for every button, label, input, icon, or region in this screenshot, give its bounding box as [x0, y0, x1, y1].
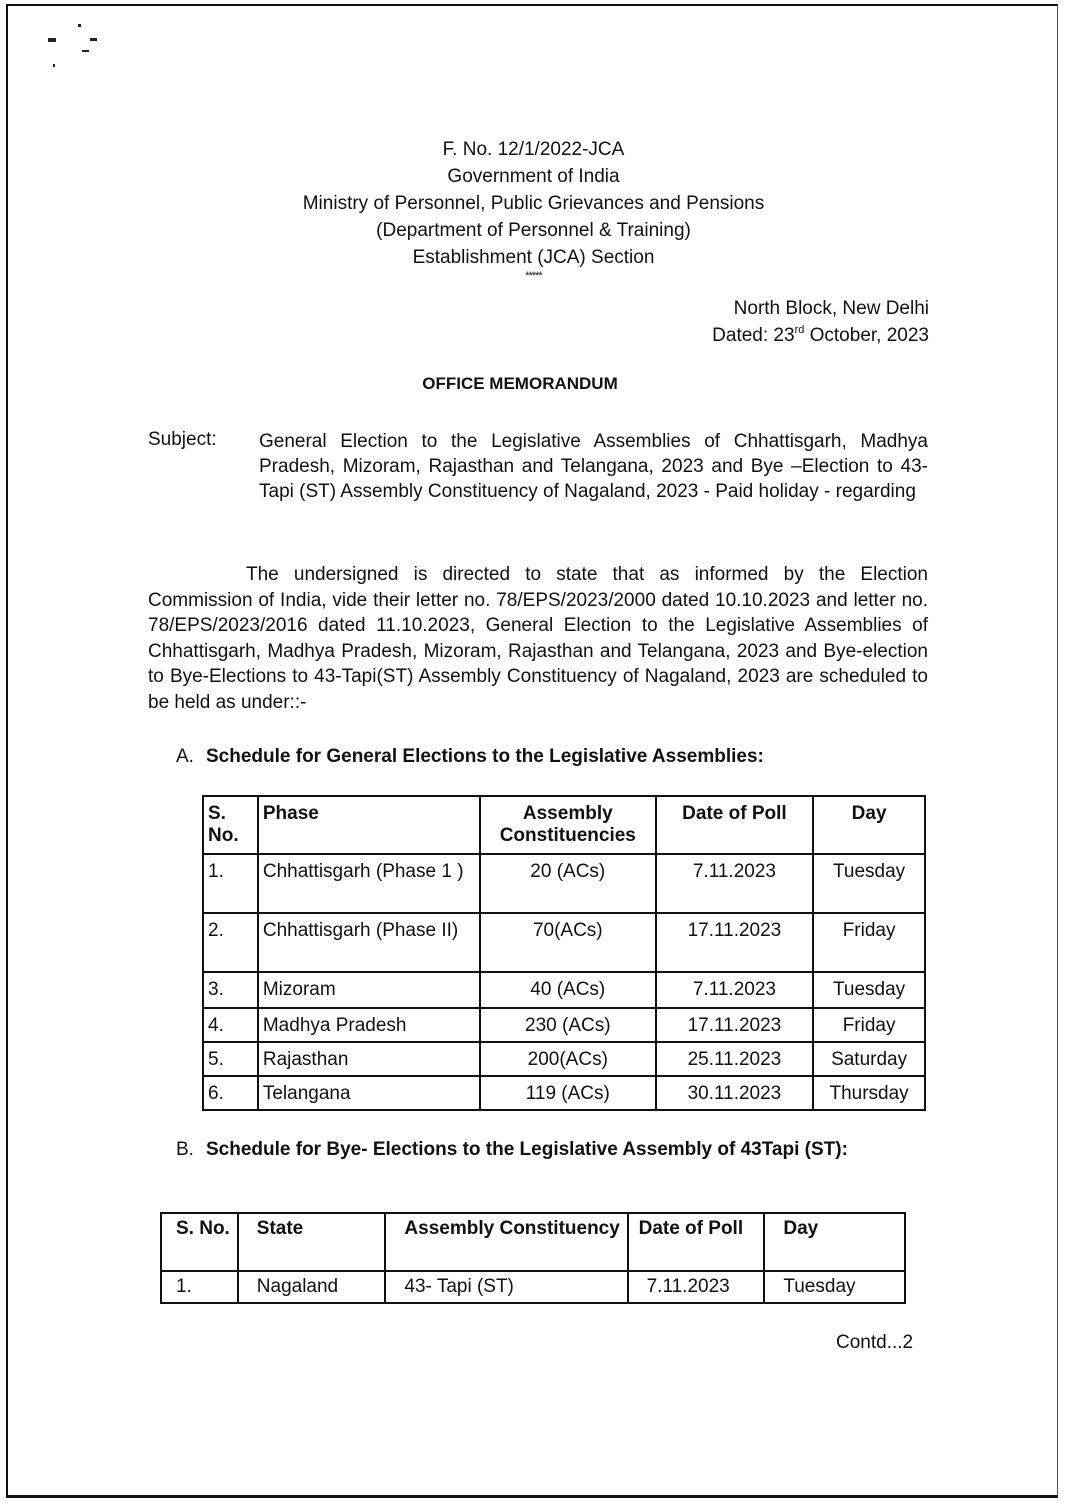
cell-sno: 6.: [203, 1076, 258, 1110]
table-header-row: [161, 1213, 905, 1271]
date-prefix: Dated: 23: [712, 325, 795, 346]
bye-election-table: [160, 1212, 906, 1304]
col-sno: S. No.: [161, 1213, 238, 1271]
cell-sno: 4.: [203, 1008, 258, 1042]
cell-date: 17.11.2023: [656, 1008, 814, 1042]
section-b-title: Schedule for Bye- Elections to the Legislative Assembly of 43Tapi (ST):: [206, 1139, 848, 1160]
cell-phase: Telangana: [258, 1076, 480, 1110]
col-day: Day: [813, 796, 925, 854]
cell-day: Friday: [813, 1008, 925, 1042]
cell-phase: Chhattisgarh (Phase II): [258, 913, 480, 972]
cell-constituencies: 119 (ACs): [480, 1076, 656, 1110]
date-ordinal: rd: [794, 324, 805, 336]
col-state: State: [238, 1213, 386, 1271]
department-line: (Department of Personnel & Training): [376, 220, 691, 241]
separator-stars: *****: [525, 270, 542, 282]
cell-sno: 3.: [203, 972, 258, 1008]
cell-day: Tuesday: [813, 972, 925, 1008]
scan-speck: [90, 38, 97, 41]
cell-phase: Mizoram: [258, 972, 480, 1008]
scan-speck: [78, 24, 81, 27]
table-row: [203, 972, 925, 1008]
table-header-row: [203, 796, 925, 854]
cell-date: 17.11.2023: [656, 913, 814, 972]
table-row: [203, 1076, 925, 1110]
col-date: Date of Poll: [656, 796, 814, 854]
date-suffix: October, 2023: [804, 325, 929, 346]
table-row: [203, 854, 925, 913]
subject-label: Subject:: [148, 429, 217, 450]
cell-date: 7.11.2023: [656, 854, 814, 913]
document-title: OFFICE MEMORANDUM: [422, 374, 618, 393]
cell-sno: 1.: [161, 1271, 238, 1303]
table-row: [203, 913, 925, 972]
subject-text: General Election to the Legislative Assemblies of Chhattisgarh, Madhya Pradesh, Mizoram, Rajasthan and Telangana, 2023 and Bye –Election to 43-Tapi (ST) Assembly Constituency of Nagaland, 2023 - Paid holiday - regarding: [259, 431, 928, 502]
general-elections-table: [202, 795, 926, 1111]
cell-phase: Chhattisgarh (Phase 1 ): [258, 854, 480, 913]
section-b-heading: [176, 1137, 896, 1163]
cell-day: Tuesday: [764, 1271, 905, 1303]
ministry-line: Ministry of Personnel, Public Grievances and Pensions: [302, 193, 765, 214]
cell-constituencies: 230 (ACs): [480, 1008, 656, 1042]
cell-constituency: 43- Tapi (ST): [385, 1271, 627, 1303]
cell-day: Thursday: [813, 1076, 925, 1110]
cell-phase: Rajasthan: [258, 1042, 480, 1076]
cell-date: 7.11.2023: [656, 972, 814, 1008]
table-row: [203, 1008, 925, 1042]
body-paragraph: The undersigned is directed to state that as informed by the Election Commission of India, vide their letter no. 78/EPS/2023/2000 dated 10.10.2023 and letter no. 78/EPS/2023/2016 dated 11.10.2023, General Election to the Legislative Assemblies of Chhattisgarh, Madhya Pradesh, Mizoram, Rajasthan and Telangana, 2023 and Bye-election to Bye-Elections to 43-Tapi(ST) Assembly Constituency of Nagaland, 2023 are scheduled to be held as under::-: [148, 564, 928, 713]
file-number: F. No. 12/1/2022-JCA: [442, 139, 625, 160]
cell-sno: 1.: [203, 854, 258, 913]
col-phase: Phase: [258, 796, 480, 854]
section-a-heading: [176, 744, 764, 770]
scan-speck: [48, 38, 56, 42]
cell-date: 30.11.2023: [656, 1076, 814, 1110]
cell-date: 25.11.2023: [656, 1042, 814, 1076]
col-constituency: Assembly Constituency: [385, 1213, 627, 1271]
date-line: [712, 322, 929, 349]
scan-speck: [53, 64, 55, 67]
cell-constituencies: 40 (ACs): [480, 972, 656, 1008]
government-line: Government of India: [447, 166, 620, 187]
scan-speck: [82, 50, 89, 52]
place-date-block: [712, 295, 929, 349]
cell-phase: Madhya Pradesh: [258, 1008, 480, 1042]
cell-constituencies: 200(ACs): [480, 1042, 656, 1076]
col-sno: S. No.: [203, 796, 258, 854]
cell-day: Saturday: [813, 1042, 925, 1076]
section-a-title: Schedule for General Elections to the Legislative Assemblies:: [206, 746, 764, 767]
col-day: Day: [764, 1213, 905, 1271]
cell-day: Tuesday: [813, 854, 925, 913]
section-b-letter: B.: [176, 1139, 194, 1160]
section-a-letter: A.: [176, 746, 194, 767]
col-constituencies: Assembly Constituencies: [480, 796, 656, 854]
continued-note: Contd...2: [836, 1332, 914, 1353]
table-row: [203, 1042, 925, 1076]
letterhead: [0, 136, 1067, 281]
cell-constituencies: 70(ACs): [480, 913, 656, 972]
cell-state: Nagaland: [238, 1271, 386, 1303]
table-row: [161, 1271, 905, 1303]
cell-sno: 2.: [203, 913, 258, 972]
cell-sno: 5.: [203, 1042, 258, 1076]
section-line: Establishment (JCA) Section: [412, 247, 655, 268]
cell-constituencies: 20 (ACs): [480, 854, 656, 913]
cell-day: Friday: [813, 913, 925, 972]
cell-date: 7.11.2023: [628, 1271, 765, 1303]
place: North Block, New Delhi: [733, 298, 929, 319]
col-date: Date of Poll: [628, 1213, 765, 1271]
